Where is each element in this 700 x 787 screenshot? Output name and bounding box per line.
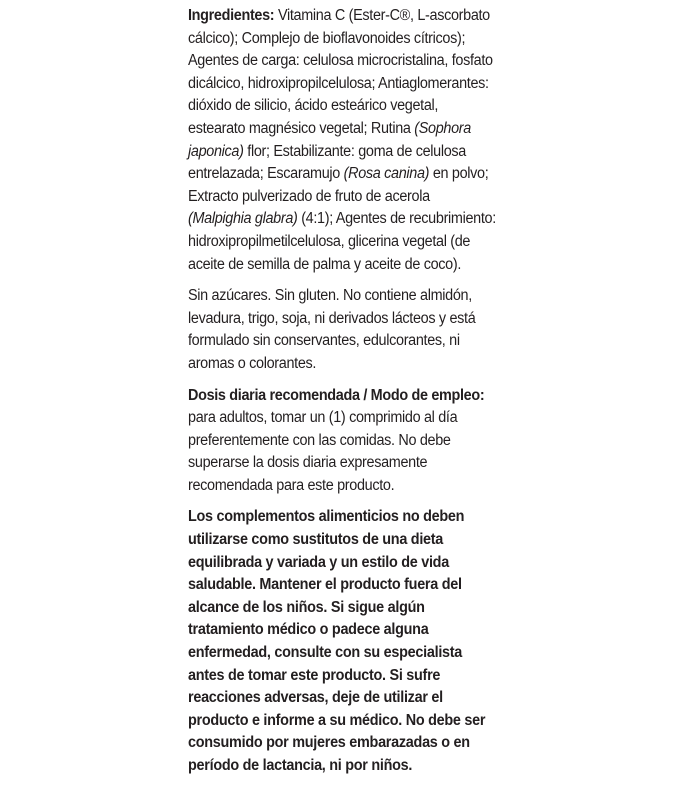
ingredients-line-10: (Malpighia glabra) (4:1); Agentes de recubrimiento: (188, 210, 496, 228)
warning-line-9: reacciones adversas, deje de utilizar el (188, 689, 443, 707)
free-from-line-1: Sin azúcares. Sin gluten. No contiene almidón, (188, 287, 472, 305)
ingredients-line-8: entrelazada; Escaramujo (Rosa canina) en polvo; (188, 165, 489, 183)
ingredients-line-12: aceite de semilla de palma y aceite de coco). (188, 255, 462, 273)
free-from-line-3: formulado sin conservantes, edulcorantes, ni (188, 332, 460, 350)
warning-line-3: equilibrada y variada y un estilo de vida (188, 553, 449, 571)
ingredients-section (188, 5, 533, 276)
ingredients-heading: Ingredientes: (188, 7, 275, 24)
ingredients-line-1: Ingredientes: Vitamina C (Ester-C®, L-ascorbato (188, 7, 490, 24)
ingredients-line-11: hidroxipropilmetilcelulosa, glicerina vegetal (de (188, 232, 471, 250)
sophora-italic: (Sophora (414, 119, 471, 137)
japonica-italic: japonica) (188, 142, 244, 160)
warning-line-12: período de lactancia, ni por niños. (188, 757, 413, 774)
warning-line-7: enfermedad, consulte con su especialista (188, 644, 463, 662)
warning-line-8: antes de tomar este producto. Si sufre (188, 666, 441, 684)
warning-line-2: utilizarse como sustitutos de una dieta (188, 531, 444, 549)
dosage-line-1: para adultos, tomar un (1) comprimido al día (188, 409, 458, 427)
malpighia-italic: (Malpighia glabra) (188, 210, 298, 228)
free-from-line-4: aromas o colorantes. (188, 354, 317, 372)
ingredients-line-6: estearato magnésico vegetal; Rutina (Sophora (188, 119, 471, 137)
warning-line-6: tratamiento médico o padece alguna (188, 621, 429, 639)
dosage-line-2: preferentemente con las comidas. No debe (188, 431, 451, 449)
warning-section (188, 506, 533, 777)
warning-line-5: alcance de los niños. Si sigue algún (188, 598, 425, 616)
ingredients-line-2: cálcico); Complejo de bioflavonoides cítricos); (188, 29, 466, 47)
warning-line-1: Los complementos alimenticios no deben (188, 508, 465, 526)
free-from-section (188, 285, 533, 375)
warning-line-4: saludable. Mantener el producto fuera del (188, 576, 462, 594)
dosage-section (188, 385, 533, 498)
warning-line-10: producto e informe a su médico. No debe ser (188, 711, 486, 729)
supplement-label-text (188, 5, 533, 787)
ingredients-line-5: dióxido de silicio, ácido esteárico vegetal, (188, 97, 439, 115)
ingredients-line-4: dicálcico, hidroxipropilcelulosa; Antiaglomerantes: (188, 74, 489, 92)
dosage-heading: Dosis diaria recomendada / Modo de empleo: (188, 386, 485, 404)
warning-line-11: consumido por mujeres embarazadas o en (188, 734, 470, 752)
ingredients-line-9: Extracto pulverizado de fruto de acerola (188, 187, 430, 205)
dosage-line-4: recomendada para este producto. (188, 476, 395, 494)
free-from-line-2: levadura, trigo, soja, ni derivados lácteos y está (188, 309, 476, 327)
ingredients-line-7: japonica) flor; Estabilizante: goma de celulosa (188, 142, 466, 160)
ingredients-line-3: Agentes de carga: celulosa microcristalina, fosfato (188, 52, 493, 70)
dosage-line-3: superarse la dosis diaria expresamente (188, 454, 428, 472)
rosa-canina-italic: (Rosa canina) (343, 165, 430, 183)
